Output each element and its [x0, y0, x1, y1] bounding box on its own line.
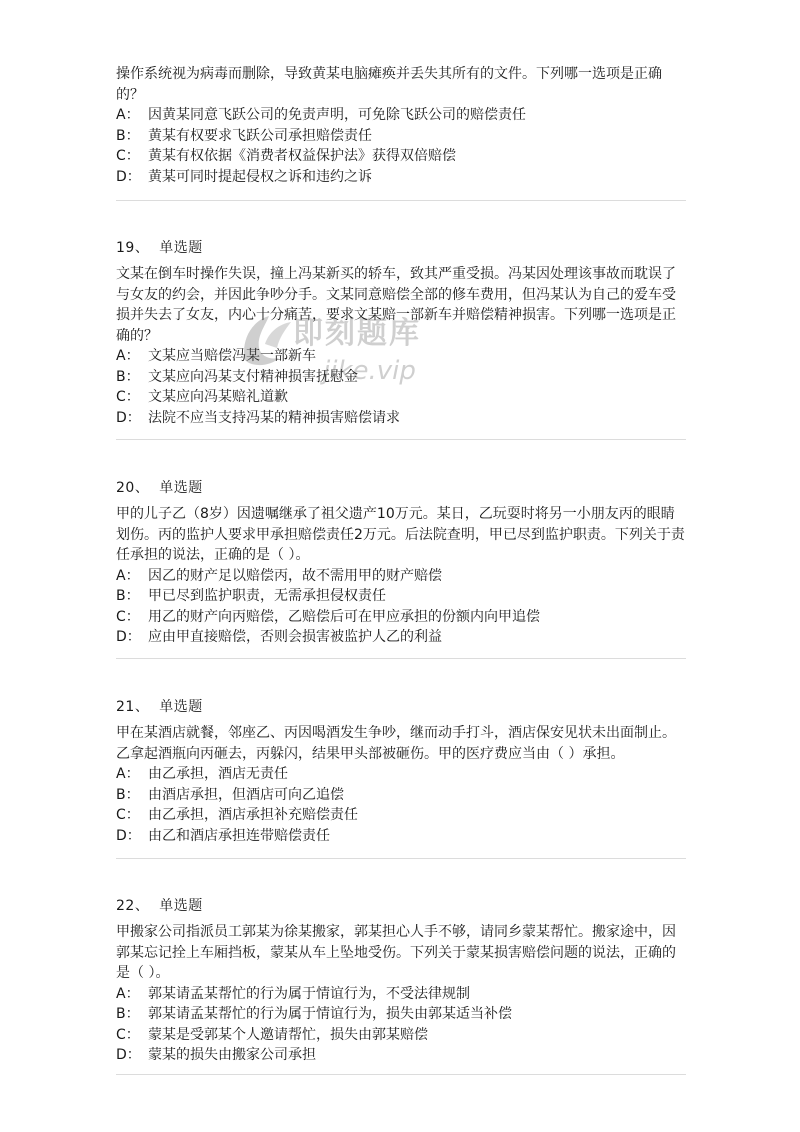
option-b: B： 由酒店承担，但酒店可向乙追偿	[116, 786, 344, 803]
watermark-url: jike.vip	[323, 356, 416, 386]
option-d: D： 应由甲直接赔偿，否则会损害被监护人乙的利益	[116, 629, 442, 645]
option-d: D： 由乙和酒店承担连带赔偿责任	[116, 827, 330, 844]
option-b: B： 郭某请孟某帮忙的行为属于情谊行为，损失由郭某适当补偿	[116, 1006, 512, 1022]
question-22	[116, 896, 686, 1066]
question-stem: 甲搬家公司指派员工郭某为徐某搬家，郭某担心人手不够，请同乡蒙某帮忙。搬家途中，因郭某忘记拴上车厢挡板，蒙某从车上坠地受伤。下列关于蒙某损害赔偿问题的说法，正确的是（ ）。	[116, 924, 676, 981]
option-c: C： 蒙某是受郭某个人邀请帮忙，损失由郭某赔偿	[116, 1026, 428, 1043]
option-d: D： 法院不应当支持冯某的精神损害赔偿请求	[116, 409, 400, 426]
question-stem: 甲在某酒店就餐，邻座乙、丙因喝酒发生争吵，继而动手打斗，酒店保安见状未出面制止。乙拿起酒瓶向丙砸去，丙躲闪，结果甲头部被砸伤。甲的医疗费应当由（ ）承担。	[116, 725, 676, 762]
options-list	[116, 764, 686, 846]
option-d: D： 蒙某的损失由搬家公司承担	[116, 1047, 316, 1063]
option-d: D： 黄某可同时提起侵权之诉和违约之诉	[116, 168, 372, 185]
option-a: A： 郭某请孟某帮忙的行为属于情谊行为，不受法律规制	[116, 985, 470, 1002]
question-19	[116, 238, 686, 428]
question-stem: 操作系统视为病毒而删除，导致黄某电脑瘫痪并丢失其所有的文件。下列哪一选项是正确的？	[116, 66, 662, 103]
question-20	[116, 478, 686, 648]
option-a: A： 由乙承担，酒店无责任	[116, 766, 288, 782]
question-stem: 甲的儿子乙（8岁）因遗嘱继承了祖父遗产10万元。某日，乙玩耍时将另一小朋友丙的眼睛划伤。丙的监护人要求甲承担赔偿责任2万元。后法院查明，甲已尽到监护职责。下列关于责任承担的说法，正确的是（ ）。	[116, 506, 685, 563]
question-divider	[116, 1074, 686, 1075]
option-a: A： 因黄某同意飞跃公司的免责声明，可免除飞跃公司的赔偿责任	[116, 107, 526, 123]
question-21	[116, 697, 686, 846]
question-18	[116, 64, 686, 187]
option-c: C： 黄某有权依据《消费者权益保护法》获得双倍赔偿	[116, 148, 456, 164]
question-divider	[116, 858, 686, 859]
options-list	[116, 346, 686, 428]
question-header: 21、 单选题	[116, 699, 203, 715]
option-a: A： 因乙的财产足以赔偿丙，故不需用甲的财产赔偿	[116, 567, 442, 584]
question-header: 20、 单选题	[116, 480, 203, 496]
option-b: B： 文某应向冯某支付精神损害抚慰金	[116, 368, 358, 385]
question-header: 19、 单选题	[116, 240, 203, 256]
option-c: C： 文某应向冯某赔礼道歉	[116, 389, 288, 405]
question-divider	[116, 200, 686, 201]
question-header: 22、 单选题	[116, 898, 203, 914]
options-list	[116, 566, 686, 648]
question-divider	[116, 439, 686, 440]
option-b: B： 甲已尽到监护职责，无需承担侵权责任	[116, 588, 386, 604]
option-c: C： 由乙承担，酒店承担补充赔偿责任	[116, 807, 358, 823]
options-list	[116, 984, 686, 1066]
option-a: A： 文某应当赔偿冯某一部新车	[116, 348, 316, 364]
watermark-text: 即刻题库	[293, 316, 421, 351]
options-list	[116, 105, 686, 187]
question-stem: 文某在倒车时操作失误，撞上冯某新买的轿车，致其严重受损。冯某因处理该事故而耽误了与女友的约会，并因此争吵分手。文某同意赔偿全部的修车费用，但冯某认为自己的爱车受损并失去了女友，内心十分痛苦，要求文某赔一部新车并赔偿精神损害。下列哪一选项是正确的？	[116, 266, 676, 344]
option-b: B： 黄某有权要求飞跃公司承担赔偿责任	[116, 127, 372, 144]
option-c: C： 用乙的财产向丙赔偿，乙赔偿后可在甲应承担的份额内向甲追偿	[116, 608, 540, 625]
question-divider	[116, 658, 686, 659]
